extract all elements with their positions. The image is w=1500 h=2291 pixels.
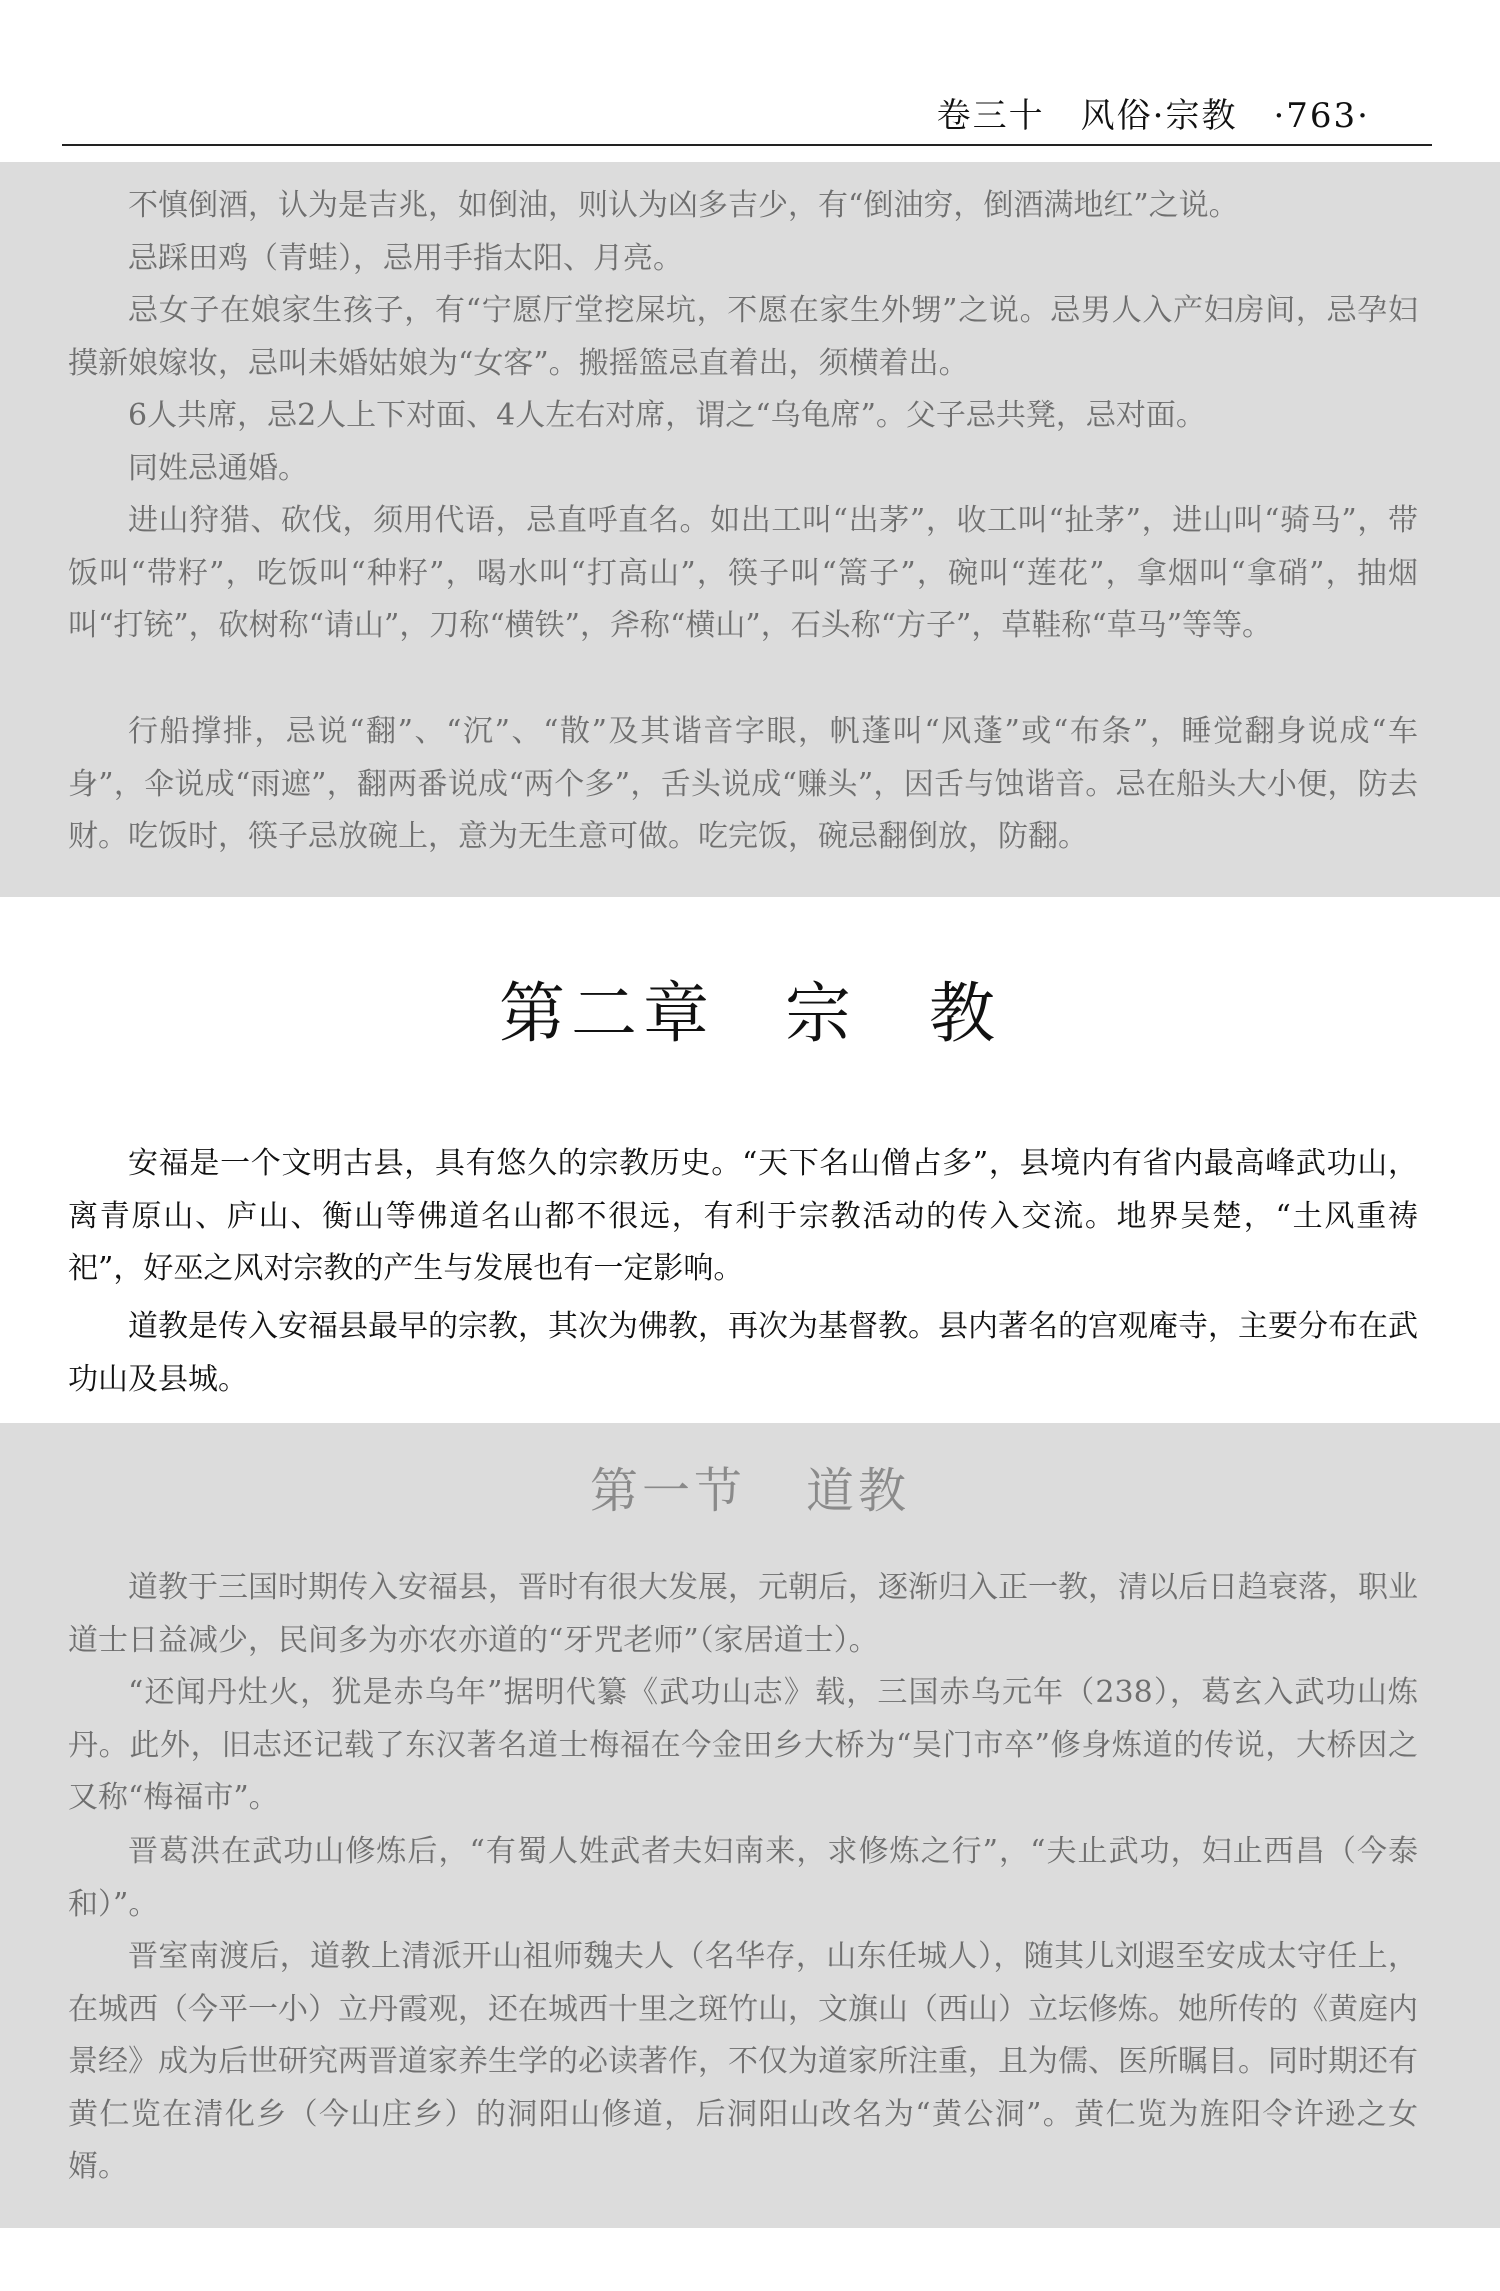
paragraph: 忌踩田鸡（青蛙），忌用手指太阳、月亮。 bbox=[128, 241, 683, 276]
chapter-number: 第二章 bbox=[499, 975, 715, 1052]
paragraph: 同姓忌通婚。 bbox=[128, 451, 308, 486]
paragraph: 行船撑排，忌说“翻”、“沉”、“散”及其谐音字眼，帆蓬叫“风蓬”或“布条”，睡觉翻身说成“车身”，伞说成“雨遮”，翻两番说成“两个多”，舌头说成“赚头”，因舌与蚀谐音。忌在船头大小便，防去财。吃饭时，筷子忌放碗上，意为无生意可做。吃完饭，碗忌翻倒放，防翻。 bbox=[68, 714, 1418, 855]
paragraph: 道教于三国时期传入安福县，晋时有很大发展，元朝后，逐渐归入正一教，清以后日趋衰落，职业道士日益减少，民间多为亦农亦道的“牙咒老师”（家居道士）。 bbox=[68, 1570, 1418, 1658]
paragraph: 忌女子在娘家生孩子，有“宁愿厅堂挖屎坑，不愿在家生外甥”之说。忌男人入产妇房间，忌孕妇摸新娘嫁妆，忌叫未婚姑娘为“女客”。搬摇篮忌直着出，须横着出。 bbox=[68, 293, 1418, 381]
running-title: 卷三十 风俗·宗教 ·763· bbox=[936, 96, 1370, 136]
header-rule bbox=[62, 144, 1432, 146]
paragraph: 安福是一个文明古县，具有悠久的宗教历史。“天下名山僧占多”，县境内有省内最高峰武功山，离青原山、庐山、衡山等佛道名山都不很远，有利于宗教活动的传入交流。地界吴楚，“土风重祷祀”，好巫之风对宗教的产生与发展也有一定影响。 bbox=[68, 1146, 1418, 1287]
paragraph: 6人共席，忌2人上下对面、4人左右对席，谓之“乌龟席”。父子忌共凳，忌对面。 bbox=[128, 398, 1206, 433]
chapter-title: 宗 教 bbox=[785, 975, 1001, 1052]
page-header bbox=[0, 88, 1500, 136]
paragraph: 不慎倒酒，认为是吉兆，如倒油，则认为凶多吉少，有“倒油穷，倒酒满地红”之说。 bbox=[128, 188, 1239, 223]
paragraph: 晋葛洪在武功山修炼后，“有蜀人姓武者夫妇南来，求修炼之行”，“夫止武功，妇止西昌（今泰和）”。 bbox=[68, 1834, 1418, 1922]
paragraph: “还闻丹灶火，犹是赤乌年”据明代纂《武功山志》载，三国赤乌元年（238），葛玄入武功山炼丹。此外，旧志还记载了东汉著名道士梅福在今金田乡大桥为“吴门市卒”修身炼道的传说，大桥因之又称“梅福市”。 bbox=[68, 1675, 1418, 1816]
chapter-heading bbox=[0, 960, 1500, 1055]
section-number: 第一节 bbox=[589, 1463, 746, 1519]
paragraph: 进山狩猎、砍伐，须用代语，忌直呼直名。如出工叫“出茅”，收工叫“扯茅”，进山叫“骑马”，带饭叫“带籽”，吃饭叫“种籽”，喝水叫“打高山”，筷子叫“篙子”，碗叫“莲花”，拿烟叫“拿硝”，抽烟叫“打铳”，砍树称“请山”，刀称“横铁”，斧称“横山”，石头称“方子”，草鞋称“草马”等等。 bbox=[68, 503, 1418, 644]
paragraph: 晋室南渡后，道教上清派开山祖师魏夫人（名华存，山东任城人），随其儿刘遐至安成太守任上，在城西（今平一小）立丹霞观，还在城西十里之斑竹山，文旗山（西山）立坛修炼。她所传的《黄庭内景经》成为后世研究两晋道家养生学的必读著作，不仅为道家所注重，且为儒、医所瞩目。同时期还有黄仁览在清化乡（今山庄乡）的洞阳山修道，后洞阳山改名为“黄公洞”。黄仁览为旌阳令许逊之女婿。 bbox=[68, 1939, 1418, 2185]
section-heading bbox=[0, 1452, 1500, 1521]
section-title: 道教 bbox=[806, 1463, 911, 1519]
paragraph: 道教是传入安福县最早的宗教，其次为佛教，再次为基督教。县内著名的宫观庵寺，主要分布在武功山及县城。 bbox=[68, 1309, 1418, 1397]
